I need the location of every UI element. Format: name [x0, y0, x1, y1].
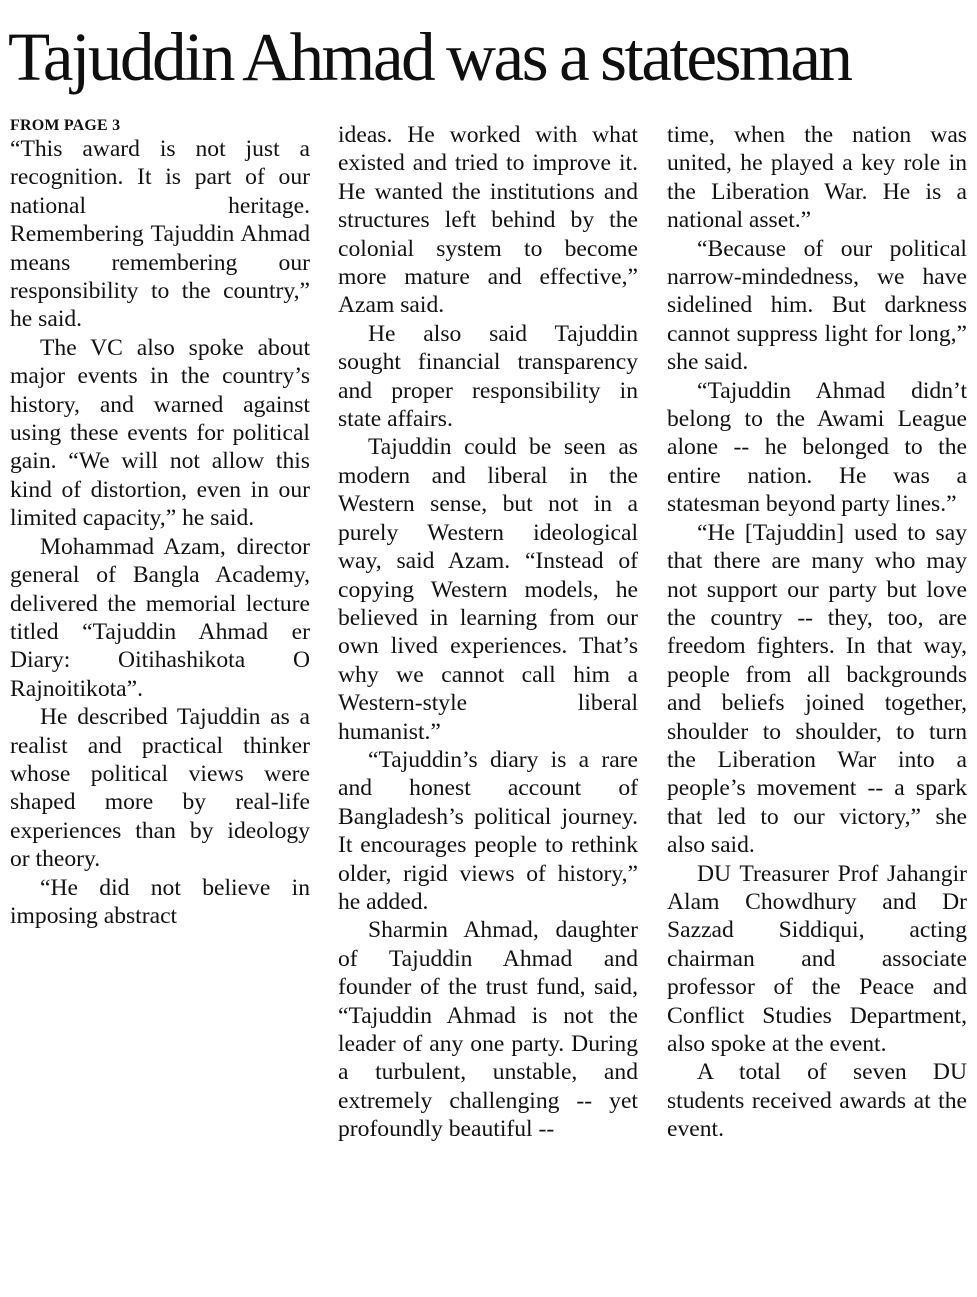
paragraph: ideas. He worked with what existed and tried to improve it. He wanted the institutions and structures left behind by the colonial system to become more mature and effective,” Azam said.	[338, 122, 638, 319]
paragraph: The VC also spoke about major events in the country’s history, and warned against using these events for political gain. “We will not allow this kind of distortion, even in our limited capacity,” he said.	[10, 334, 310, 532]
article-column-1	[10, 116, 310, 930]
paragraph: A total of seven DU students received awards at the event.	[667, 1059, 967, 1143]
paragraph: Mohammad Azam, director general of Bangla Academy, delivered the memorial lecture titled “Tajuddin Ahmad er Diary: Oitihashikota O Rajnoitikota”.	[10, 533, 310, 702]
paragraph: “This award is not just a recognition. It is part of our national heritage. Remembering Tajuddin Ahmad means remembering our responsibility to the country,” he said.	[10, 136, 310, 333]
paragraph: “Tajuddin’s diary is a rare and honest account of Bangladesh’s political journey. It encourages people to rethink older, rigid views of history,” he added.	[338, 746, 638, 915]
paragraph: DU Treasurer Prof Jahangir Alam Chowdhury and Dr Sazzad Siddiqui, acting chairman and associate professor of the Peace and Conflict Studies Department, also spoke at the event.	[667, 860, 967, 1057]
paragraph: time, when the nation was united, he played a key role in the Liberation War. He is a national asset.”	[667, 122, 967, 234]
continued-from-label: FROM PAGE 3	[10, 117, 121, 134]
paragraph: “Tajuddin Ahmad didn’t belong to the Awami League alone -- he belonged to the entire nation. He was a statesman beyond party lines.”	[667, 377, 967, 518]
paragraph: “He [Tajuddin] used to say that there are many who may not support our party but love the country -- they, too, are freedom fighters. In that way, people from all backgrounds and beliefs joined together, shoulder to shoulder, to turn the Liberation War into a people’s movement -- a spark that led to our victory,” she also said.	[667, 519, 967, 859]
paragraph: Sharmin Ahmad, daughter of Tajuddin Ahmad and founder of the trust fund, said, “Tajuddin Ahmad is not the leader of any one party. During a turbulent, unstable, and extremely challenging -- yet profoundly beautiful --	[338, 917, 638, 1143]
article-column-2	[338, 121, 638, 1144]
paragraph: “Because of our political narrow-mindedness, we have sidelined him. But darkness cannot suppress light for long,” she said.	[667, 235, 967, 376]
paragraph: He described Tajuddin as a realist and practical thinker whose political views were shaped more by real-life experiences than by ideology or theory.	[10, 704, 310, 873]
article-column-3	[667, 121, 967, 1144]
paragraph: “He did not believe in imposing abstract	[10, 874, 310, 929]
paragraph: Tajuddin could be seen as modern and liberal in the Western sense, but not in a purely Western ideological way, said Azam. “Instead of copying Western models, he believed in learning from our own lived experiences. That’s why we cannot call him a Western-style liberal humanist.”	[338, 434, 638, 745]
headline: Tajuddin Ahmad was a statesman	[8, 19, 851, 95]
paragraph: He also said Tajuddin sought financial transparency and proper responsibility in state affairs.	[338, 320, 638, 433]
